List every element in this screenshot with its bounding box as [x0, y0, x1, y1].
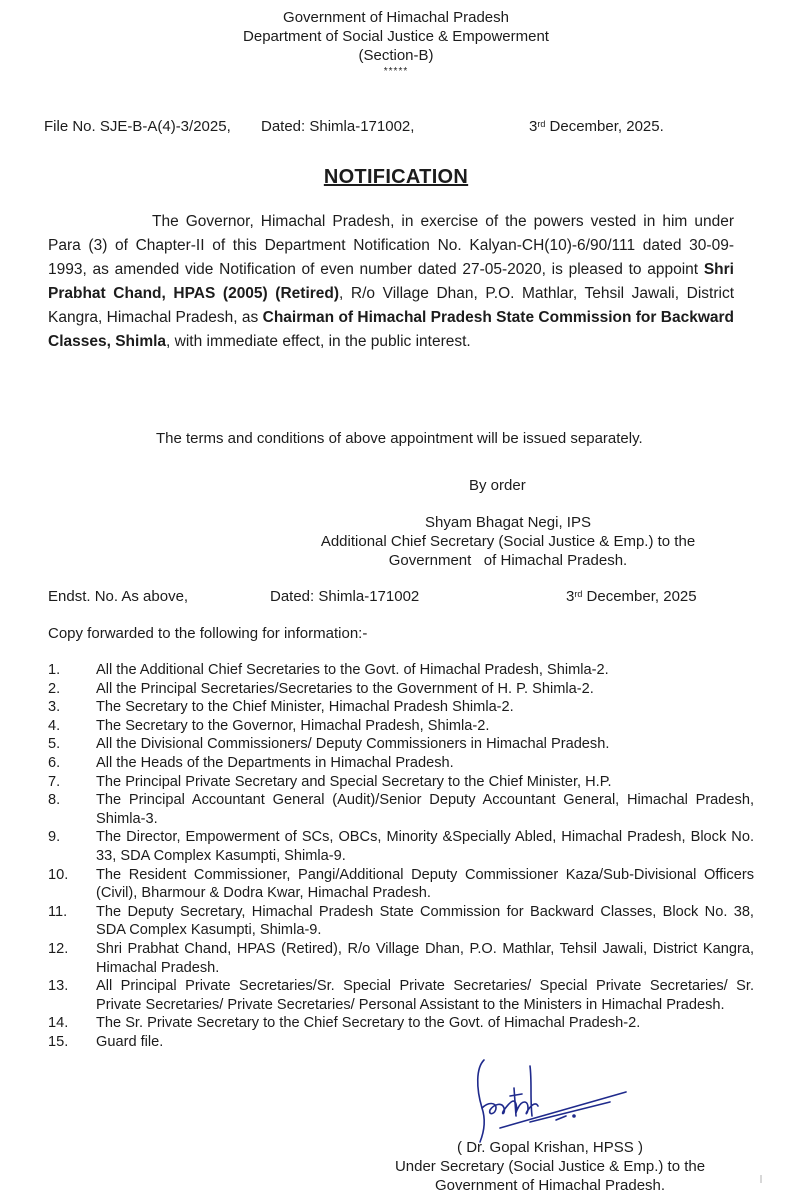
- issuer-designation: Additional Chief Secretary (Social Justice & Emp.) to the: [320, 533, 696, 550]
- list-item: 3. The Secretary to the Chief Minister, Himachal Pradesh Shimla-2.: [48, 699, 514, 716]
- issuer-name: Shyam Bhagat Negi, IPS: [425, 514, 591, 531]
- file-number: File No. SJE-B-A(4)-3/2025,: [44, 118, 231, 135]
- copy-list: [48, 661, 754, 1051]
- header-department: Department of Social Justice & Empowerment: [243, 28, 549, 45]
- list-item: 5. All the Divisional Commissioners/ Deputy Commissioners in Himachal Pradesh.: [48, 736, 610, 753]
- list-item: 10. The Resident Commissioner, Pangi/Additional Deputy Commissioner Kaza/Sub-Divisional Officers (Civil), Bharmour & Dodra Kwar, Himachal Pradesh.: [48, 866, 754, 902]
- appointee-name: Shri Prabhat Chand, HPAS (2005) (Retired): [48, 261, 734, 302]
- header-government: Government of Himachal Pradesh: [283, 9, 509, 26]
- list-item: 15. Guard file.: [48, 1033, 164, 1050]
- header-section: (Section-B): [358, 47, 434, 64]
- list-item: 2. All the Principal Secretaries/Secretaries to the Government of H. P. Shimla-2.: [48, 680, 594, 697]
- signatory-designation: Under Secretary (Social Justice & Emp.) to the: [394, 1158, 706, 1175]
- page-edge-mark: [760, 1175, 762, 1183]
- endorsement-number: Endst. No. As above,: [48, 588, 189, 605]
- page-title: NOTIFICATION: [323, 166, 469, 188]
- endorsement-dated: Dated: Shimla-171002: [270, 588, 420, 605]
- list-item: 11. The Deputy Secretary, Himachal Pradesh State Commission for Backward Classes, Block No. 38, SDA Complex Kasumpti, Shimla-9.: [48, 903, 754, 939]
- list-item: 8. The Principal Accountant General (Audit)/Senior Deputy Accountant General, Himachal Pradesh, Shimla-3.: [48, 792, 754, 827]
- handwritten-signature: [470, 1058, 630, 1148]
- copy-forwarded-intro: Copy forwarded to the following for information:-: [48, 625, 368, 642]
- signatory-government: Government of Himachal Pradesh.: [434, 1177, 666, 1194]
- file-date: 3rd December, 2025.: [529, 118, 664, 135]
- signatory-name: ( Dr. Gopal Krishan, HPSS ): [457, 1139, 643, 1156]
- file-dated: Dated: Shimla-171002,: [261, 118, 415, 135]
- terms-paragraph: The terms and conditions of above appointment will be issued separately.: [156, 430, 643, 447]
- list-item: 7. The Principal Private Secretary and Special Secretary to the Chief Minister, H.P.: [48, 773, 612, 790]
- list-item: 9. The Director, Empowerment of SCs, OBCs, Minority &Specially Abled, Himachal Pradesh, Block No. 33, SDA Complex Kasumpti, Shimla-9.: [48, 829, 754, 864]
- header-stars: *****: [383, 66, 409, 77]
- list-item: 6. All the Heads of the Departments in Himachal Pradesh.: [48, 754, 454, 771]
- endorsement-date: 3rd December, 2025: [566, 588, 697, 605]
- list-item: 14. The Sr. Private Secretary to the Chief Secretary to the Govt. of Himachal Pradesh-2.: [48, 1015, 641, 1032]
- by-order: By order: [469, 477, 526, 494]
- issuer-government: Government of Himachal Pradesh.: [388, 552, 628, 569]
- list-item: 13. All Principal Private Secretaries/Sr. Special Private Secretaries/ Special Private Secretaries/ Sr. Private Secretaries/ Private Secretaries/ Personal Assistant to the Ministers in Himachal Pradesh.: [48, 978, 754, 1013]
- notification-body: The Governor, Himachal Pradesh, in exercise of the powers vested in him under Para (3) of Chapter-II of this Department Notification No. Kalyan-CH(10)-6/90/111 dated 30-09-1993, as amended vide Notification of even number dated 27-05-2020, is pleased to appoint Shri Prabhat Chand, HPAS (2005) (Retired), R/o Village Dhan, P.O. Mathlar, Tehsil Jawali, District Kangra, Himachal Pradesh, as Chairman of Himachal Pradesh State Commission for Backward Classes, Shimla, with immediate effect, in the public interest.: [48, 213, 734, 350]
- list-item: 1. All the Additional Chief Secretaries to the Govt. of Himachal Pradesh, Shimla-2.: [48, 662, 609, 678]
- list-item: 4. The Secretary to the Governor, Himachal Pradesh, Shimla-2.: [48, 717, 490, 734]
- list-item: 12. Shri Prabhat Chand, HPAS (Retired), R/o Village Dhan, P.O. Mathlar, Tehsil Jawali, District Kangra, Himachal Pradesh.: [48, 940, 754, 976]
- appointment-position: Chairman of Himachal Pradesh State Commission for Backward Classes, Shimla: [48, 309, 734, 350]
